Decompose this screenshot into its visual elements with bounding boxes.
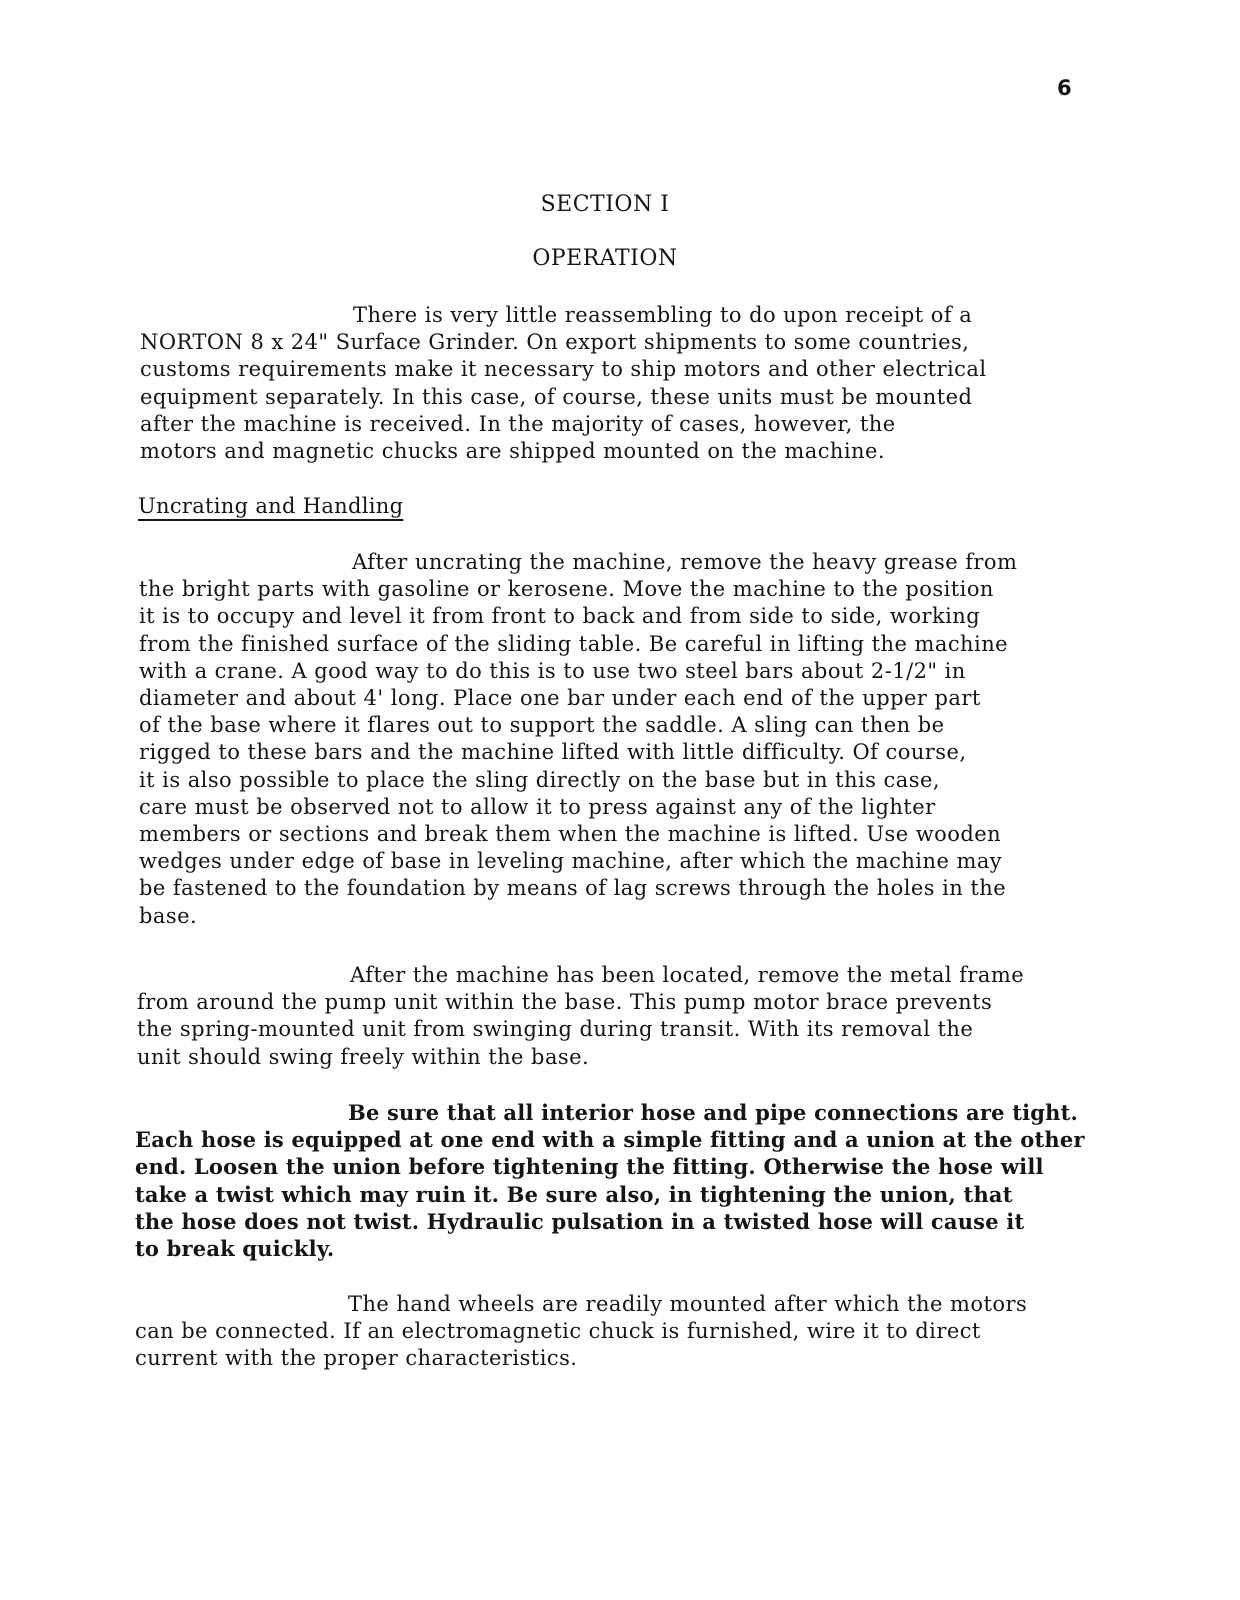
text-line: it is also possible to place the sling directly on the base but in this case, bbox=[139, 767, 940, 792]
text-line: Each hose is equipped at one end with a simple fitting and a union at the other bbox=[135, 1127, 1085, 1153]
text-line: end. Loosen the union before tightening the fitting. Otherwise the hose will bbox=[135, 1154, 1044, 1180]
uncrating-heading: Uncrating and Handling bbox=[138, 494, 404, 518]
text-line: unit should swing freely within the base. bbox=[137, 1044, 590, 1069]
text-line: The hand wheels are readily mounted after which the motors bbox=[348, 1292, 1028, 1316]
uncrating-paragraph-4 bbox=[135, 1291, 1027, 1373]
text-line: the bright parts with gasoline or kerosene. Move the machine to the position bbox=[139, 577, 994, 602]
text-line: take a twist which may ruin it. Be sure also, in tightening the union, that bbox=[135, 1181, 1013, 1207]
text-line: wedges under edge of base in leveling machine, after which the machine may bbox=[139, 849, 1003, 874]
uncrating-paragraph-1 bbox=[139, 549, 1017, 930]
text-line: equipment separately. In this case, of course, these units must be mounted bbox=[140, 384, 973, 409]
text-line: the hose does not twist. Hydraulic pulsation in a twisted hose will cause it bbox=[135, 1208, 1025, 1234]
page-number: 6 bbox=[1057, 76, 1072, 100]
text-line: After uncrating the machine, remove the heavy grease from bbox=[352, 550, 1018, 574]
text-line: current with the proper characteristics. bbox=[135, 1346, 578, 1371]
text-line: Be sure that all interior hose and pipe connections are tight. bbox=[348, 1100, 1079, 1125]
text-line: with a crane. A good way to do this is to use two steel bars about 2-1/2" in bbox=[139, 658, 966, 683]
uncrating-paragraph-3 bbox=[135, 1099, 1085, 1262]
text-line: the spring-mounted unit from swinging during transit. With its removal the bbox=[137, 1017, 974, 1042]
text-line: rigged to these bars and the machine lifted with little difficulty. Of course, bbox=[139, 740, 967, 765]
text-line: can be connected. If an electromagnetic chuck is furnished, wire it to direct bbox=[135, 1319, 981, 1344]
text-line: diameter and about 4' long. Place one bar under each end of the upper part bbox=[139, 686, 981, 711]
text-line: of the base where it flares out to support the saddle. A sling can then be bbox=[139, 713, 945, 738]
text-line: from the finished surface of the sliding table. Be careful in lifting the machine bbox=[139, 631, 1009, 656]
text-line: members or sections and break them when the machine is lifted. Use wooden bbox=[139, 822, 1002, 847]
text-line: be fastened to the foundation by means of lag screws through the holes in the bbox=[139, 876, 1007, 901]
text-line: NORTON 8 x 24" Surface Grinder. On export shipments to some countries, bbox=[140, 330, 970, 355]
intro-paragraph bbox=[140, 302, 987, 465]
text-line: There is very little reassembling to do upon receipt of a bbox=[353, 303, 973, 327]
text-line: from around the pump unit within the base. This pump motor brace prevents bbox=[137, 990, 993, 1015]
text-line: it is to occupy and level it from front to back and from side to side, working bbox=[139, 604, 981, 629]
text-line: care must be observed not to allow it to press against any of the lighter bbox=[139, 794, 936, 819]
text-line: customs requirements make it necessary to ship motors and other electrical bbox=[140, 357, 987, 382]
uncrating-paragraph-2 bbox=[137, 962, 1024, 1071]
text-line: base. bbox=[139, 903, 198, 928]
text-line: motors and magnetic chucks are shipped mounted on the machine. bbox=[140, 439, 886, 464]
section-title: SECTION I bbox=[540, 192, 670, 217]
text-line: After the machine has been located, remove the metal frame bbox=[350, 963, 1025, 987]
text-line: after the machine is received. In the majority of cases, however, the bbox=[140, 411, 896, 436]
section-subtitle: OPERATION bbox=[532, 246, 678, 271]
text-line: to break quickly. bbox=[135, 1236, 335, 1262]
